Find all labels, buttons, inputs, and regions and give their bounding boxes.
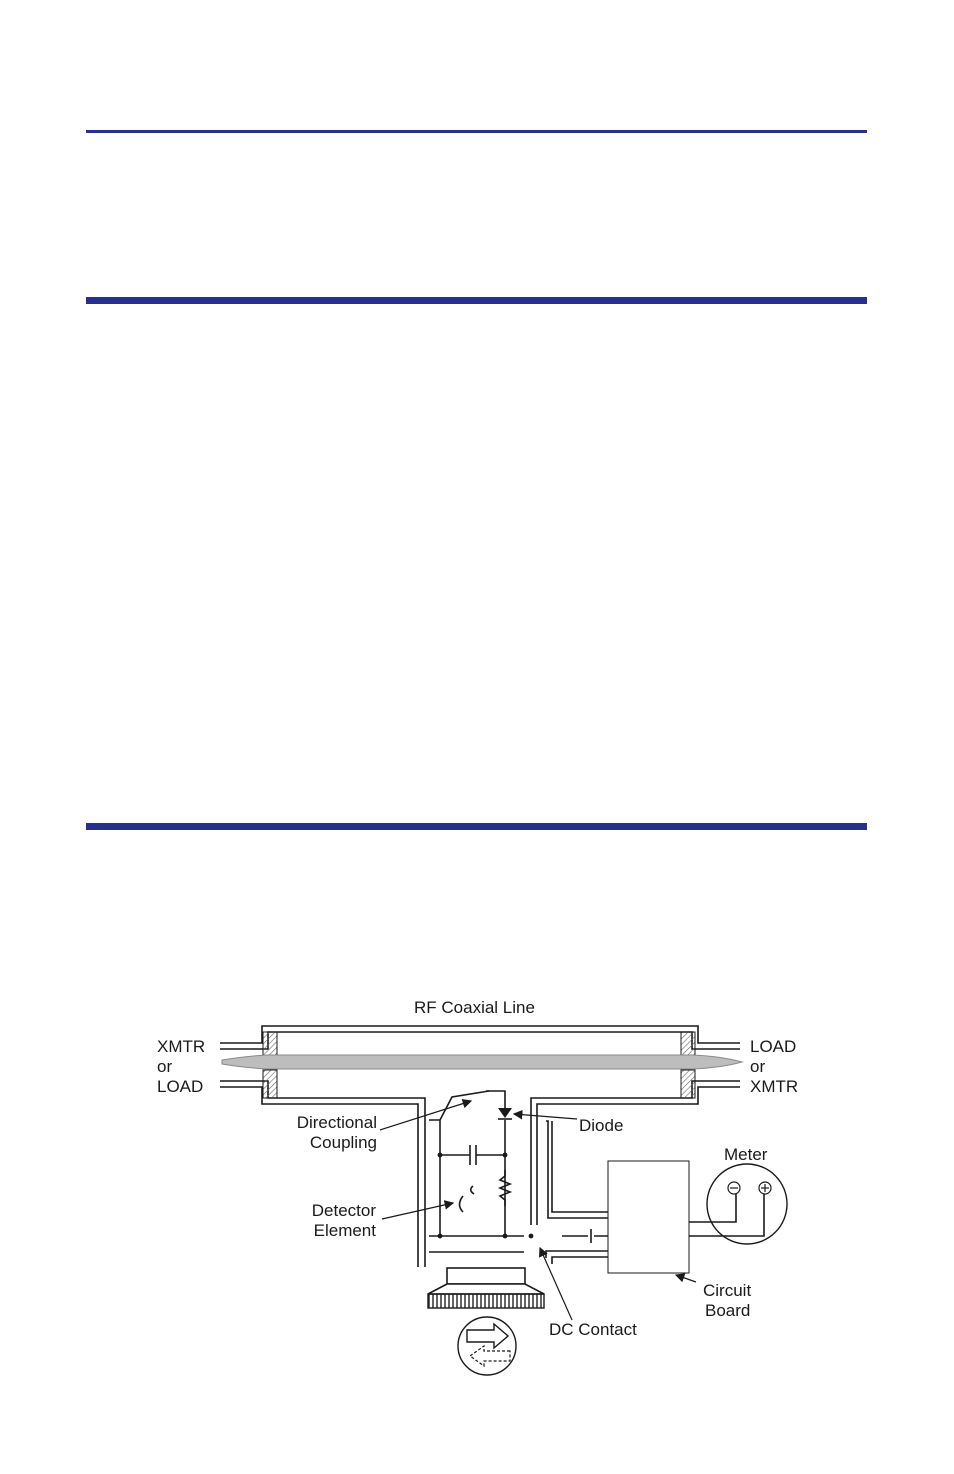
circuit-board	[608, 1161, 689, 1273]
insulator-left-bottom	[263, 1070, 277, 1098]
insulator-right-bottom	[681, 1070, 695, 1098]
right-port-line-3: XMTR	[750, 1077, 799, 1096]
left-port-line-3: LOAD	[157, 1077, 204, 1096]
detector-element-label-2: Element	[313, 1221, 376, 1240]
center-conductor	[222, 1055, 742, 1069]
circuit-board-label-2: Board	[705, 1301, 751, 1320]
directional-coupling-label-1: Directional	[296, 1113, 377, 1132]
detector-element-label-1: Detector	[311, 1201, 376, 1220]
coaxial-line-label: RF Coaxial Line	[414, 998, 535, 1017]
directional-coupling-label-2: Coupling	[309, 1133, 377, 1152]
dc-contact-label: DC Contact	[549, 1320, 637, 1339]
diode-symbol	[498, 1108, 512, 1118]
left-port-line-2: or	[157, 1057, 173, 1076]
meter-icon	[707, 1164, 787, 1244]
right-port-line-1: LOAD	[750, 1037, 797, 1056]
circuit-board-label-1: Circuit	[703, 1281, 752, 1300]
diode-label: Diode	[579, 1116, 624, 1135]
element-knob	[428, 1268, 544, 1308]
arrow-icon	[458, 1317, 516, 1375]
left-port-line-1: XMTR	[157, 1037, 206, 1056]
meter-label: Meter	[724, 1145, 768, 1164]
right-port-line-2: or	[750, 1057, 766, 1076]
